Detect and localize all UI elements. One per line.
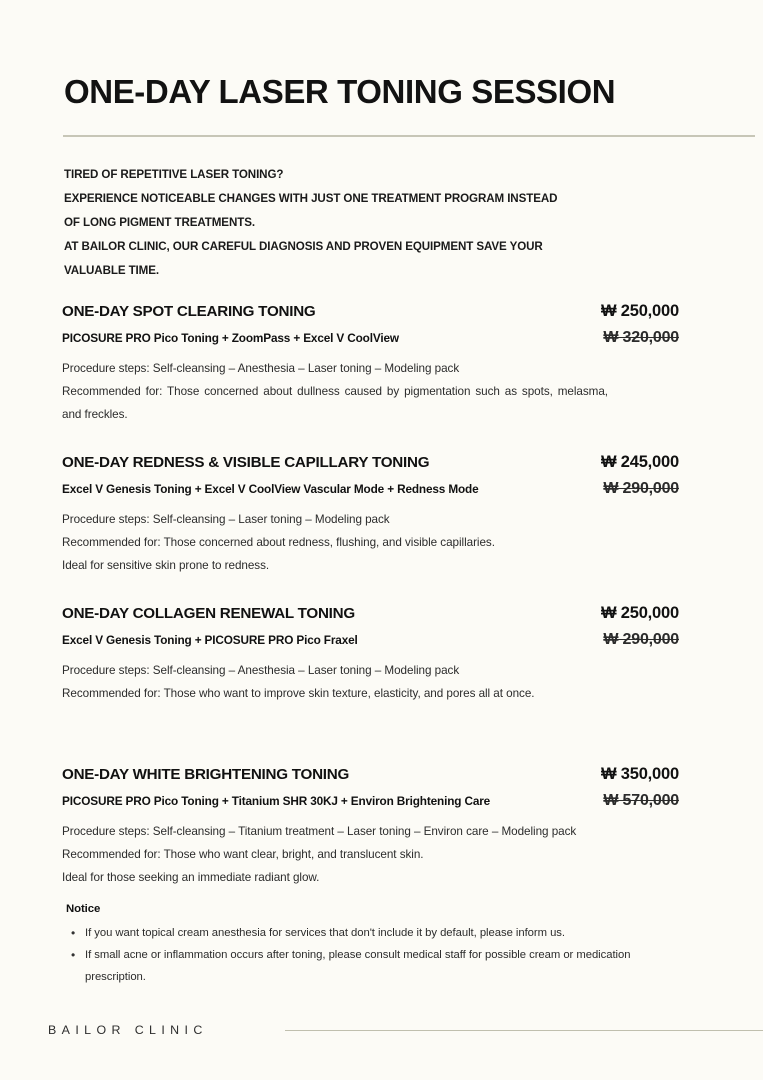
- service-components: Excel V Genesis Toning + PICOSURE PRO Pico Fraxel: [62, 633, 358, 647]
- intro-paragraph: [64, 163, 664, 283]
- service-procedure-line: Procedure steps: Self-cleansing – Anesthesia – Laser toning – Modeling pack: [62, 362, 460, 375]
- service-subheader-row: [0, 793, 763, 809]
- service-description: [0, 357, 608, 426]
- service-components: Excel V Genesis Toning + Excel V CoolView Vascular Mode + Redness Mode: [62, 482, 479, 496]
- service-name: ONE-DAY COLLAGEN RENEWAL TONING: [62, 605, 355, 622]
- intro-line: AT BAILOR CLINIC, OUR CAREFUL DIAGNOSIS AND PROVEN EQUIPMENT SAVE YOUR: [64, 240, 543, 253]
- header-divider: [63, 135, 755, 137]
- service-extra-line: Ideal for sensitive skin prone to redness.: [62, 559, 270, 572]
- footer-brand: BAILOR CLINIC: [48, 1023, 208, 1037]
- service-extra-line: Ideal for those seeking an immediate radiant glow.: [62, 871, 320, 884]
- service-price: ₩ 245,000: [600, 453, 679, 471]
- service-header-row: [0, 604, 763, 624]
- service-description: [0, 508, 608, 577]
- service-name: ONE-DAY SPOT CLEARING TONING: [62, 303, 316, 320]
- service-components: PICOSURE PRO Pico Toning + ZoomPass + Excel V CoolView: [62, 331, 399, 345]
- intro-line: EXPERIENCE NOTICEABLE CHANGES WITH JUST ONE TREATMENT PROGRAM INSTEAD: [64, 192, 558, 205]
- service-list: [0, 302, 763, 916]
- service-description: [0, 659, 608, 705]
- intro-line: TIRED OF REPETITIVE LASER TONING?: [64, 168, 284, 181]
- service-name: ONE-DAY WHITE BRIGHTENING TONING: [62, 766, 350, 783]
- service-recommended-line: Recommended for: Those who want clear, bright, and translucent skin.: [62, 848, 424, 861]
- service-subheader-row: [0, 481, 763, 497]
- service-item: [0, 302, 763, 426]
- notice-item: • If small acne or inflammation occurs after toning, please consult medical staff for possible cream or medication prescription.: [85, 944, 658, 988]
- service-original-price: ₩ 570,000: [603, 792, 679, 809]
- service-procedure-line: Procedure steps: Self-cleansing – Anesthesia – Laser toning – Modeling pack: [62, 664, 460, 677]
- notice-list: [66, 922, 666, 988]
- service-header-row: [0, 453, 763, 473]
- service-procedure-line: Procedure steps: Self-cleansing – Titanium treatment – Laser toning – Environ care – Modeling pack: [62, 825, 577, 838]
- service-subheader-row: [0, 330, 763, 346]
- service-original-price: ₩ 290,000: [603, 480, 679, 497]
- service-recommended-line: Recommended for: Those concerned about dullness caused by pigmentation such as spots, melasma, and freckles.: [62, 385, 608, 421]
- notice-section: [66, 903, 666, 988]
- service-price: ₩ 250,000: [600, 604, 679, 622]
- service-subheader-row: [0, 632, 763, 648]
- service-price: ₩ 250,000: [600, 302, 679, 320]
- service-recommended-line: Recommended for: Those who want to improve skin texture, elasticity, and pores all at once.: [62, 687, 535, 700]
- service-item: [0, 453, 763, 577]
- service-header-row: [0, 765, 763, 785]
- service-components: PICOSURE PRO Pico Toning + Titanium SHR 30KJ + Environ Brightening Care: [62, 794, 491, 808]
- notice-title: Notice: [66, 903, 101, 915]
- service-description: [0, 820, 608, 889]
- page-title: ONE-DAY LASER TONING SESSION: [64, 73, 616, 111]
- service-header-row: [0, 302, 763, 322]
- service-item: [0, 604, 763, 705]
- service-recommended-line: Recommended for: Those concerned about redness, flushing, and visible capillaries.: [62, 536, 495, 549]
- intro-line: OF LONG PIGMENT TREATMENTS.: [64, 216, 255, 229]
- service-original-price: ₩ 320,000: [603, 329, 679, 346]
- service-price: ₩ 350,000: [600, 765, 679, 783]
- notice-item: • If you want topical cream anesthesia for services that don't include it by default, please inform us.: [85, 922, 658, 944]
- service-procedure-line: Procedure steps: Self-cleansing – Laser toning – Modeling pack: [62, 513, 390, 526]
- service-name: ONE-DAY REDNESS & VISIBLE CAPILLARY TONING: [62, 454, 430, 471]
- service-item: [0, 765, 763, 889]
- service-original-price: ₩ 290,000: [603, 631, 679, 648]
- intro-line: VALUABLE TIME.: [64, 264, 159, 277]
- footer-divider: [285, 1030, 763, 1031]
